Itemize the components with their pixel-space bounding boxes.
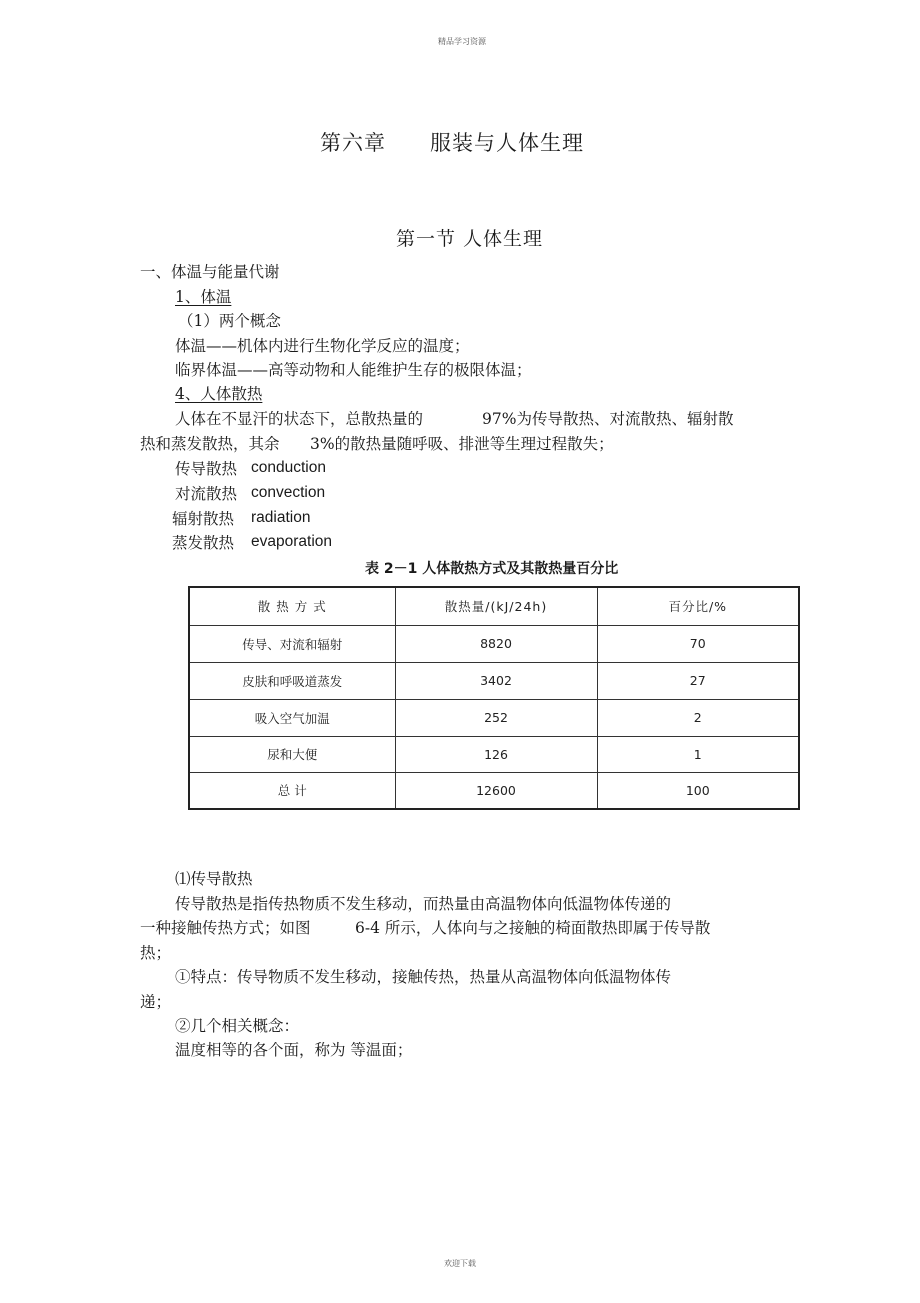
column-header: 散 热 方 式: [189, 587, 395, 625]
table-cell: 吸入空气加温: [189, 699, 395, 736]
table-cell: 皮肤和呼吸道蒸发: [189, 662, 395, 699]
table-cell: 100: [597, 772, 799, 809]
table-cell: 2: [597, 699, 799, 736]
isothermal-definition: 温度相等的各个面，称为 等温面；: [175, 1041, 413, 1059]
feature-line-1: ①特点：传导物质不发生移动，接触传热，热量从高温物体向低温物体传: [175, 968, 672, 986]
table-total-row: [189, 772, 799, 809]
table-row: [189, 699, 799, 736]
table-cell: 3402: [395, 662, 597, 699]
heat-dissipation-table: [188, 586, 800, 810]
table-row: [189, 662, 799, 699]
paragraph-line-1a: 人体在不显汗的状态下，总散热量的: [175, 410, 424, 428]
definition-critical-temperature: 临界体温——高等动物和人能维护生存的极限体温；: [175, 361, 532, 379]
conduction-line-1: 传导散热是指传热物质不发生移动，而热量由高温物体向低温物体传递的: [175, 895, 672, 913]
conduction-line-2a: 一种接触传热方式；如图: [140, 919, 311, 937]
conduction-line-3: 热；: [140, 944, 172, 962]
table-header-row: [189, 587, 799, 625]
table-cell: 12600: [395, 772, 597, 809]
chapter-title: 服装与人体生理: [430, 131, 584, 155]
column-header: 百分比/%: [597, 587, 799, 625]
paragraph-line-2a: 热和蒸发散热，其余: [140, 435, 280, 453]
table-cell: 27: [597, 662, 799, 699]
table-cell: 126: [395, 736, 597, 772]
table-cell: 252: [395, 699, 597, 736]
term-en: conduction: [251, 459, 326, 476]
term-cn: 蒸发散热: [172, 534, 235, 552]
term-en: radiation: [251, 509, 311, 526]
table-cell: 传导、对流和辐射: [189, 625, 395, 662]
page-footer: 欢迎下载: [444, 1259, 476, 1268]
conduction-line-2b: 6-4 所示，人体向与之接触的椅面散热即属于传导散: [355, 919, 711, 937]
definition-body-temperature: 体温——机体内进行生物化学反应的温度；: [175, 337, 470, 355]
table-row: [189, 625, 799, 662]
heading-level-1: 一、体温与能量代谢: [140, 263, 280, 281]
term-cn: 辐射散热: [172, 510, 235, 528]
chapter-number: 第六章: [320, 131, 386, 155]
paragraph-line-1b: 97%为传导散热、对流散热、辐射散: [482, 410, 734, 428]
page-header: 精品学习资源: [438, 37, 486, 46]
table-caption: 表 2－1 人体散热方式及其散热量百分比: [365, 561, 619, 577]
heading-body-temperature: 1、体温: [175, 288, 232, 306]
heading-two-concepts: （1）两个概念: [178, 312, 281, 330]
table-cell: 总 计: [189, 772, 395, 809]
table-cell: 70: [597, 625, 799, 662]
paragraph-line-2b: 3%的散热量随呼吸、排泄等生理过程散失；: [310, 435, 614, 453]
feature-line-2: 递；: [140, 993, 172, 1011]
table-cell: 1: [597, 736, 799, 772]
term-en: evaporation: [251, 533, 333, 550]
term-en: convection: [251, 484, 326, 501]
conduction-heading: ⑴传导散热: [175, 870, 253, 888]
term-cn: 传导散热: [175, 460, 238, 478]
concepts-heading: ②几个相关概念：: [175, 1017, 300, 1035]
term-cn: 对流散热: [175, 485, 238, 503]
table-cell: 8820: [395, 625, 597, 662]
heading-heat-dissipation: 4、人体散热: [175, 385, 263, 403]
section-title: 第一节 人体生理: [396, 228, 544, 250]
table-cell: 尿和大便: [189, 736, 395, 772]
column-header: 散热量/(kJ/24h): [395, 587, 597, 625]
table-row: [189, 736, 799, 772]
